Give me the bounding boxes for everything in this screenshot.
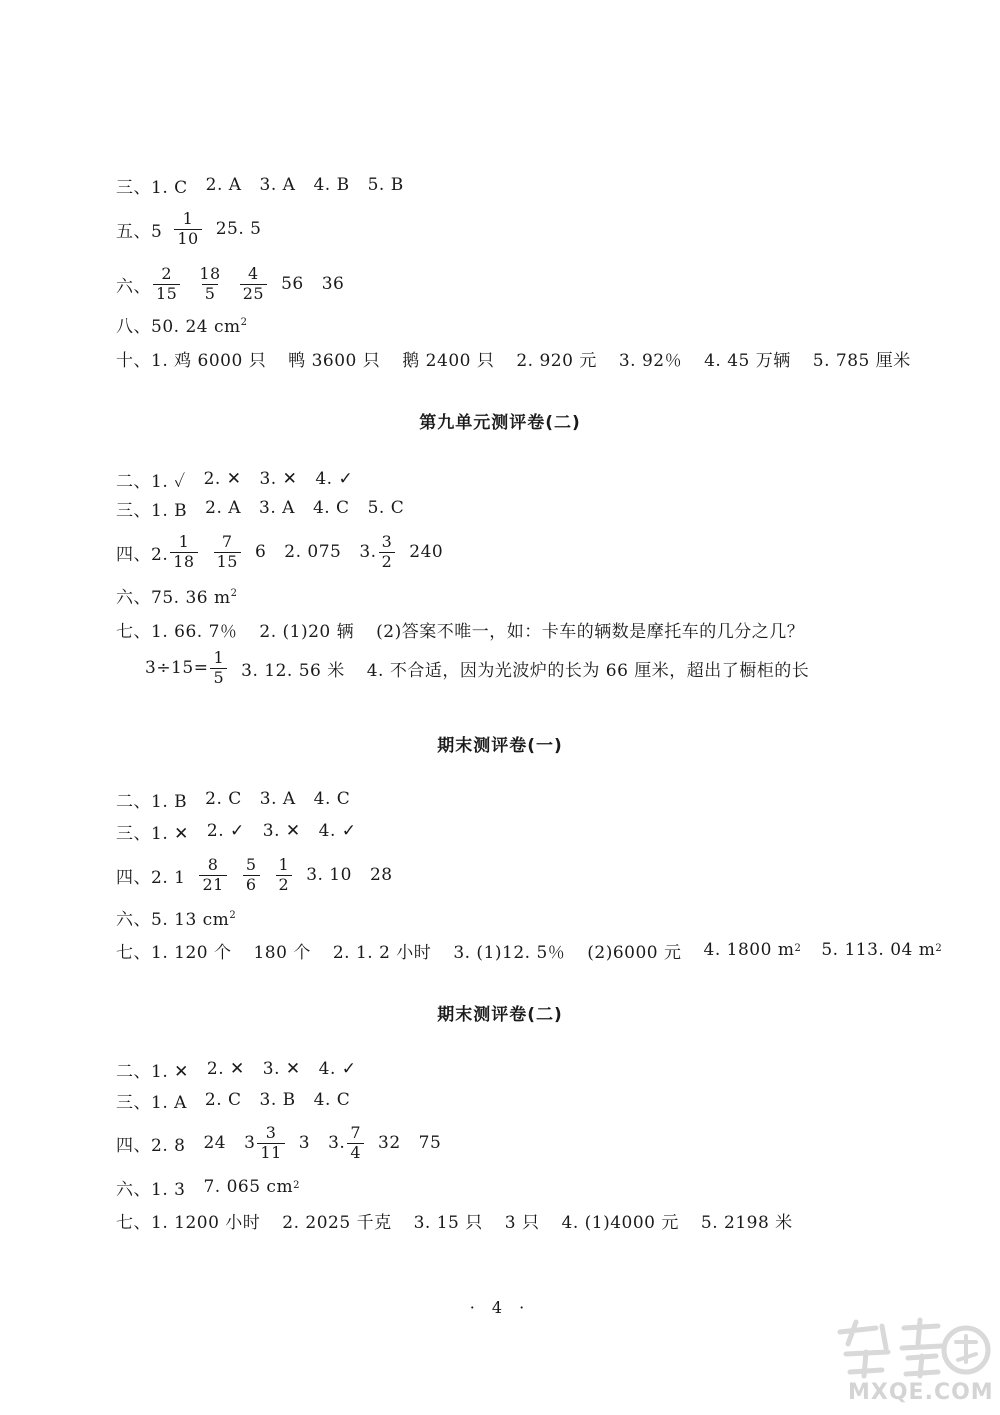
watermark-url: MXQE.COM: [848, 1380, 994, 1405]
answer: 4. ✓: [318, 821, 357, 841]
answer: 鹅 2400 只: [402, 350, 495, 371]
answer-line: [116, 607, 822, 651]
answer: 六、1. 3: [116, 1179, 186, 1200]
answer: 3 只: [504, 1212, 540, 1233]
answer: 四、2.: [116, 544, 169, 565]
numerator: 7: [350, 1122, 362, 1142]
answer: 六、75. 36 m: [116, 587, 231, 608]
answer: 4. 不合适，因为光波炉的长为 66 厘米，超出了橱柜的长: [366, 660, 810, 681]
answer-line: [116, 336, 929, 380]
answer: 7. 065 cm: [203, 1177, 294, 1197]
fraction: [170, 531, 197, 571]
fraction: [196, 263, 223, 303]
answer: 3. ✕: [262, 1059, 301, 1079]
superscript: 2: [794, 942, 802, 954]
answer: 3. 92％: [618, 350, 683, 371]
answer: 32: [378, 1133, 401, 1153]
answer: 4. C: [313, 789, 351, 809]
answer: 56: [281, 274, 304, 294]
answer: 3. 12. 56 米: [241, 660, 345, 681]
denominator: 11: [257, 1143, 284, 1162]
denominator: 6: [243, 875, 260, 894]
answer: 4. ✓: [318, 1059, 357, 1079]
answer: 4. (1)4000 元: [561, 1212, 679, 1233]
answer: 2. C: [204, 1090, 242, 1110]
answer: 四、2. 8: [116, 1135, 186, 1156]
section-title: 第九单元测评卷(二): [419, 413, 581, 433]
answer-line: [116, 262, 362, 306]
answer: (2)6000 元: [587, 942, 682, 963]
numerator: 8: [207, 854, 219, 874]
answer-line: [116, 207, 279, 251]
numerator: 18: [199, 263, 221, 283]
answer: 2. 2025 千克: [282, 1212, 392, 1233]
numerator: 4: [248, 263, 259, 283]
answer: 5. 2198 米: [700, 1212, 793, 1233]
answer: 3. A: [259, 498, 295, 518]
fraction: [243, 854, 260, 894]
answer: 六、5. 13 cm: [116, 909, 230, 930]
answer: 3. A: [259, 175, 296, 195]
numerator: 3: [265, 1122, 277, 1142]
answer-line: [116, 1078, 368, 1122]
answer: 2. ✕: [203, 469, 242, 489]
answer: 5. B: [367, 175, 404, 195]
answer: 240: [409, 542, 444, 562]
answer: (2)答案不唯一，如：卡车的辆数是摩托车的几分之几？: [376, 621, 805, 642]
answer: 二、1. B: [116, 791, 188, 812]
answer: 180 个: [253, 942, 311, 963]
answer: 十、1. 鸡 6000 只: [116, 350, 267, 371]
denominator: 25: [240, 284, 267, 303]
answer: 五、5: [116, 221, 163, 242]
denominator: 4: [347, 1143, 364, 1162]
superscript: 2: [229, 909, 237, 921]
answer: 七、1. 66. 7％: [116, 621, 238, 642]
answer-line: [116, 853, 411, 897]
fraction: [276, 854, 293, 894]
section-title: 期末测评卷(一): [437, 736, 563, 756]
fraction: [210, 647, 227, 687]
answer: 4. B: [313, 175, 350, 195]
page-number: · 4 ·: [469, 1298, 531, 1317]
denominator: 5: [210, 668, 227, 687]
answer: 2. C: [205, 789, 242, 809]
answer: 3.: [328, 1133, 346, 1153]
answer: 5. 785 厘米: [812, 350, 911, 371]
answer: 3. 15 只: [413, 1212, 483, 1233]
numerator: 3: [381, 531, 393, 551]
fraction: [257, 1122, 284, 1162]
denominator: 2: [379, 552, 396, 571]
answer-line: [116, 163, 422, 207]
superscript: 2: [230, 587, 238, 599]
answer: 鸭 3600 只: [288, 350, 381, 371]
fraction: [214, 531, 241, 571]
answer: 六、: [116, 276, 151, 297]
answer: 3. B: [259, 1090, 296, 1110]
denominator: 21: [199, 875, 226, 894]
answer: 七、1. 120 个: [116, 942, 232, 963]
section-title: 期末测评卷(二): [437, 1005, 563, 1025]
answer: 3. 10: [306, 865, 352, 885]
answer: 2. A: [205, 175, 242, 195]
answer-line: [145, 646, 827, 690]
numerator: 1: [182, 208, 194, 228]
answer: 3÷15=: [145, 658, 209, 678]
numerator: 2: [161, 263, 173, 283]
answer-line: [116, 809, 375, 853]
answer: 2. 920 元: [516, 350, 597, 371]
answer: 5. C: [367, 498, 405, 518]
answer-line: [116, 486, 422, 530]
answer: 2. 1. 2 小时: [332, 942, 432, 963]
fraction: [199, 854, 226, 894]
answer: 4. 1800 m: [703, 940, 795, 960]
answer: 3: [298, 1133, 311, 1153]
numerator: 1: [213, 647, 225, 667]
fraction: [153, 263, 180, 303]
answer: 2. (1)20 辆: [259, 621, 355, 642]
answer: 5. 113. 04 m: [821, 940, 936, 960]
denominator: 10: [174, 229, 201, 248]
answer-line: [116, 1198, 811, 1242]
answer: 75: [418, 1133, 442, 1153]
answer: 4. C: [313, 1090, 351, 1110]
denominator: 15: [153, 284, 180, 303]
answer: 28: [369, 865, 393, 885]
answer: 八、50. 24 cm: [116, 316, 241, 337]
answer: 2. ✕: [206, 1059, 245, 1079]
answer: 3.: [359, 542, 377, 562]
answer: 3. ✕: [262, 821, 301, 841]
answer: 3. (1)12. 5％: [453, 942, 566, 963]
answer: 25. 5: [215, 219, 262, 239]
answer: 四、2. 1: [116, 867, 186, 888]
answer: 4. C: [312, 498, 350, 518]
answer: 2. A: [205, 498, 242, 518]
denominator: 18: [170, 552, 197, 571]
answer-line: [116, 1121, 459, 1165]
answer: 七、1. 1200 小时: [116, 1212, 261, 1233]
numerator: 1: [278, 854, 290, 874]
answer: 三、1. C: [116, 177, 188, 198]
answer: 三、1. ✕: [116, 823, 189, 844]
fraction: [240, 263, 267, 303]
answer: 2. ✓: [206, 821, 245, 841]
answer: 4. 45 万辆: [704, 350, 791, 371]
answer: 6: [254, 542, 267, 562]
denominator: 5: [202, 284, 219, 303]
numerator: 7: [221, 531, 233, 551]
numerator: 1: [178, 531, 190, 551]
answer: 4. ✓: [315, 469, 354, 489]
answer: 三、1. A: [116, 1092, 187, 1113]
superscript: 2: [293, 1179, 300, 1191]
denominator: 15: [214, 552, 241, 571]
answer-line: [116, 928, 942, 972]
answer: 二、1. ✕: [116, 1061, 189, 1082]
answer: 三、1. B: [116, 500, 188, 521]
answer-line: [116, 530, 461, 574]
answer: 3: [244, 1133, 256, 1153]
answer: 36: [321, 274, 345, 294]
fraction: [347, 1122, 364, 1162]
superscript: 2: [935, 942, 943, 954]
numerator: 5: [245, 854, 257, 874]
answer: 二、1. ✓: [116, 471, 186, 492]
fraction: [174, 208, 201, 248]
answer: 3. A: [259, 789, 296, 809]
answer: 3. ✕: [259, 469, 298, 489]
fraction: [379, 531, 396, 571]
superscript: 2: [240, 316, 248, 328]
denominator: 2: [276, 875, 293, 894]
answer: 2. 075: [284, 542, 342, 562]
answer: 24: [203, 1133, 227, 1153]
